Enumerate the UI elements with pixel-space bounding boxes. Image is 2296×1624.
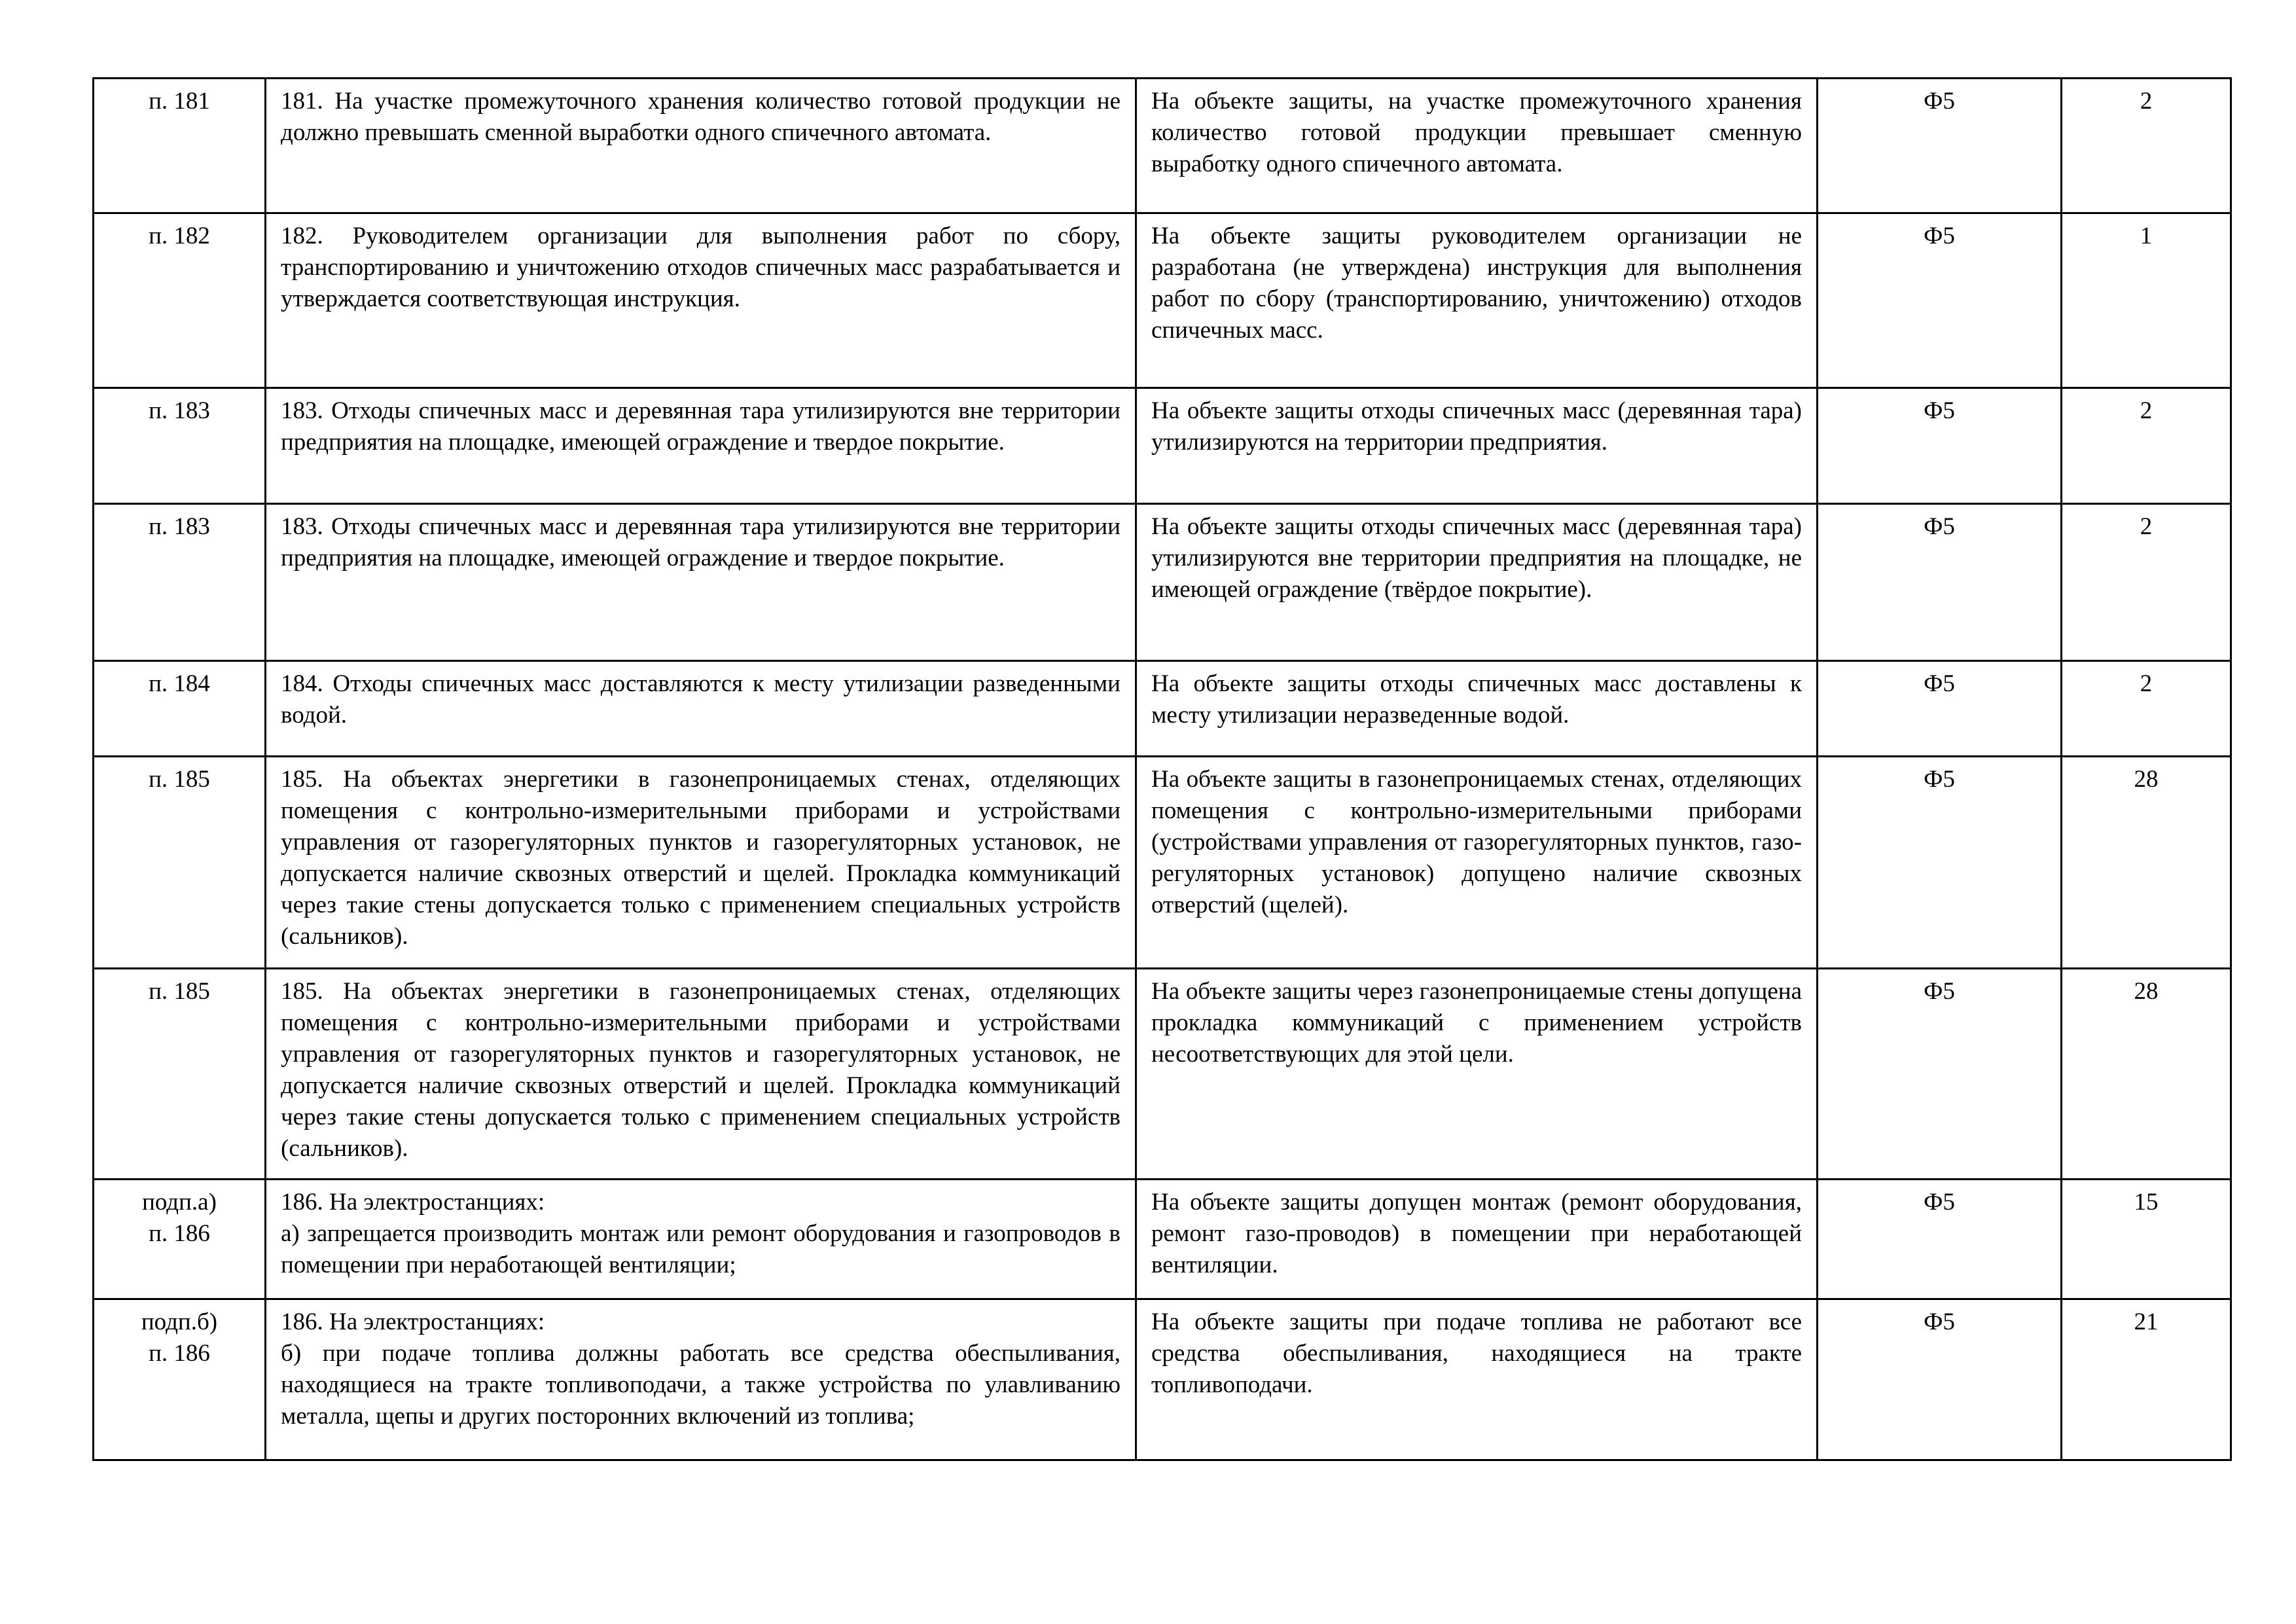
table-row: [94, 757, 2231, 969]
number-cell: 28: [2062, 757, 2231, 969]
class-cell: Ф5: [1818, 1299, 2062, 1460]
number-cell: 2: [2062, 388, 2231, 504]
violation-cell: На объекте защиты в газонепроницаемых стенах, отделяющих помещения с контрольно-измерительными приборами (устройствами управления от газорегуляторных пунктов, газо-регуляторных установок) допущено наличие сквозных отверстий (щелей).: [1136, 757, 1818, 969]
point-cell: п. 185: [94, 969, 266, 1180]
point-cell: п. 183: [94, 504, 266, 661]
table-row: [94, 504, 2231, 661]
table-row: [94, 388, 2231, 504]
requirement-cell: 183. Отходы спичечных масс и деревянная тара утилизируются вне территории предприятия на площадке, имеющей ограждение и твердое покрытие.: [266, 388, 1136, 504]
class-cell: Ф5: [1818, 969, 2062, 1180]
requirement-cell: 181. На участке промежуточного хранения количество готовой продукции не должно превышать сменной выработки одного спичечного автомата.: [266, 79, 1136, 213]
class-cell: Ф5: [1818, 504, 2062, 661]
class-cell: Ф5: [1818, 757, 2062, 969]
point-cell: п. 182: [94, 213, 266, 388]
regulations-table: [92, 77, 2232, 1461]
number-cell: 1: [2062, 213, 2231, 388]
class-cell: Ф5: [1818, 79, 2062, 213]
point-cell: п. 184: [94, 661, 266, 757]
class-cell: Ф5: [1818, 661, 2062, 757]
requirement-cell: 186. На электростанциях: б) при подаче топлива должны работать все средства обеспыливания, находящиеся на тракте топливоподачи, а также устройства по улавливанию металла, щепы и других посторонних включений из топлива;: [266, 1299, 1136, 1460]
violation-cell: На объекте защиты через газонепроницаемые стены допущена прокладка коммуникаций с применением устройств несоответствующих для этой цели.: [1136, 969, 1818, 1180]
class-cell: Ф5: [1818, 1180, 2062, 1299]
requirement-cell: 182. Руководителем организации для выполнения работ по сбору, транспортированию и уничтожению отходов спичечных масс разрабатывается и утверждается соответствующая инструкция.: [266, 213, 1136, 388]
table-row: [94, 661, 2231, 757]
violation-cell: На объекте защиты, на участке промежуточного хранения количество готовой продукции превышает сменную выработку одного спичечного автомата.: [1136, 79, 1818, 213]
number-cell: 2: [2062, 504, 2231, 661]
number-cell: 21: [2062, 1299, 2231, 1460]
requirement-cell: 184. Отходы спичечных масс доставляются к месту утилизации разведенными водой.: [266, 661, 1136, 757]
number-cell: 2: [2062, 661, 2231, 757]
table-row: [94, 213, 2231, 388]
point-cell: п. 181: [94, 79, 266, 213]
class-cell: Ф5: [1818, 213, 2062, 388]
class-cell: Ф5: [1818, 388, 2062, 504]
requirement-cell: 186. На электростанциях: а) запрещается производить монтаж или ремонт оборудования и газопроводов в помещении при неработающей вентиляции;: [266, 1180, 1136, 1299]
violation-cell: На объекте защиты руководителем организации не разработана (не утверждена) инструкция для выполнения работ по сбору (транспортированию, уничтожению) отходов спичечных масс.: [1136, 213, 1818, 388]
table-row: [94, 969, 2231, 1180]
table-row: [94, 1299, 2231, 1460]
violation-cell: На объекте защиты отходы спичечных масс доставлены к месту утилизации неразведенные водой.: [1136, 661, 1818, 757]
violation-cell: На объекте защиты отходы спичечных масс (деревянная тара) утилизируются вне территории предприятия на площадке, не имеющей ограждение (твёрдое покрытие).: [1136, 504, 1818, 661]
requirement-cell: 183. Отходы спичечных масс и деревянная тара утилизируются вне территории предприятия на площадке, имеющей ограждение и твердое покрытие.: [266, 504, 1136, 661]
number-cell: 28: [2062, 969, 2231, 1180]
table-row: [94, 79, 2231, 213]
requirement-cell: 185. На объектах энергетики в газонепроницаемых стенах, отделяющих помещения с контрольно-измерительными приборами и устройствами управления от газорегуляторных пунктов и газорегуляторных установок, не допускается наличие сквозных отверстий и щелей. Прокладка коммуникаций через такие стены допускается только с применением специальных устройств (сальников).: [266, 969, 1136, 1180]
violation-cell: На объекте защиты при подаче топлива не работают все средства обеспыливания, находящиеся на тракте топливоподачи.: [1136, 1299, 1818, 1460]
number-cell: 2: [2062, 79, 2231, 213]
violation-cell: На объекте защиты допущен монтаж (ремонт оборудования, ремонт газо-проводов) в помещении при неработающей вентиляции.: [1136, 1180, 1818, 1299]
requirement-cell: 185. На объектах энергетики в газонепроницаемых стенах, отделяющих помещения с контрольно-измерительными приборами и устройствами управления от газорегуляторных пунктов и газорегуляторных установок, не допускается наличие сквозных отверстий и щелей. Прокладка коммуникаций через такие стены допускается только с применением специальных устройств (сальников).: [266, 757, 1136, 969]
point-cell: подп.а) п. 186: [94, 1180, 266, 1299]
point-cell: п. 183: [94, 388, 266, 504]
number-cell: 15: [2062, 1180, 2231, 1299]
violation-cell: На объекте защиты отходы спичечных масс (деревянная тара) утилизируются на территории предприятия.: [1136, 388, 1818, 504]
point-cell: подп.б) п. 186: [94, 1299, 266, 1460]
table-row: [94, 1180, 2231, 1299]
point-cell: п. 185: [94, 757, 266, 969]
